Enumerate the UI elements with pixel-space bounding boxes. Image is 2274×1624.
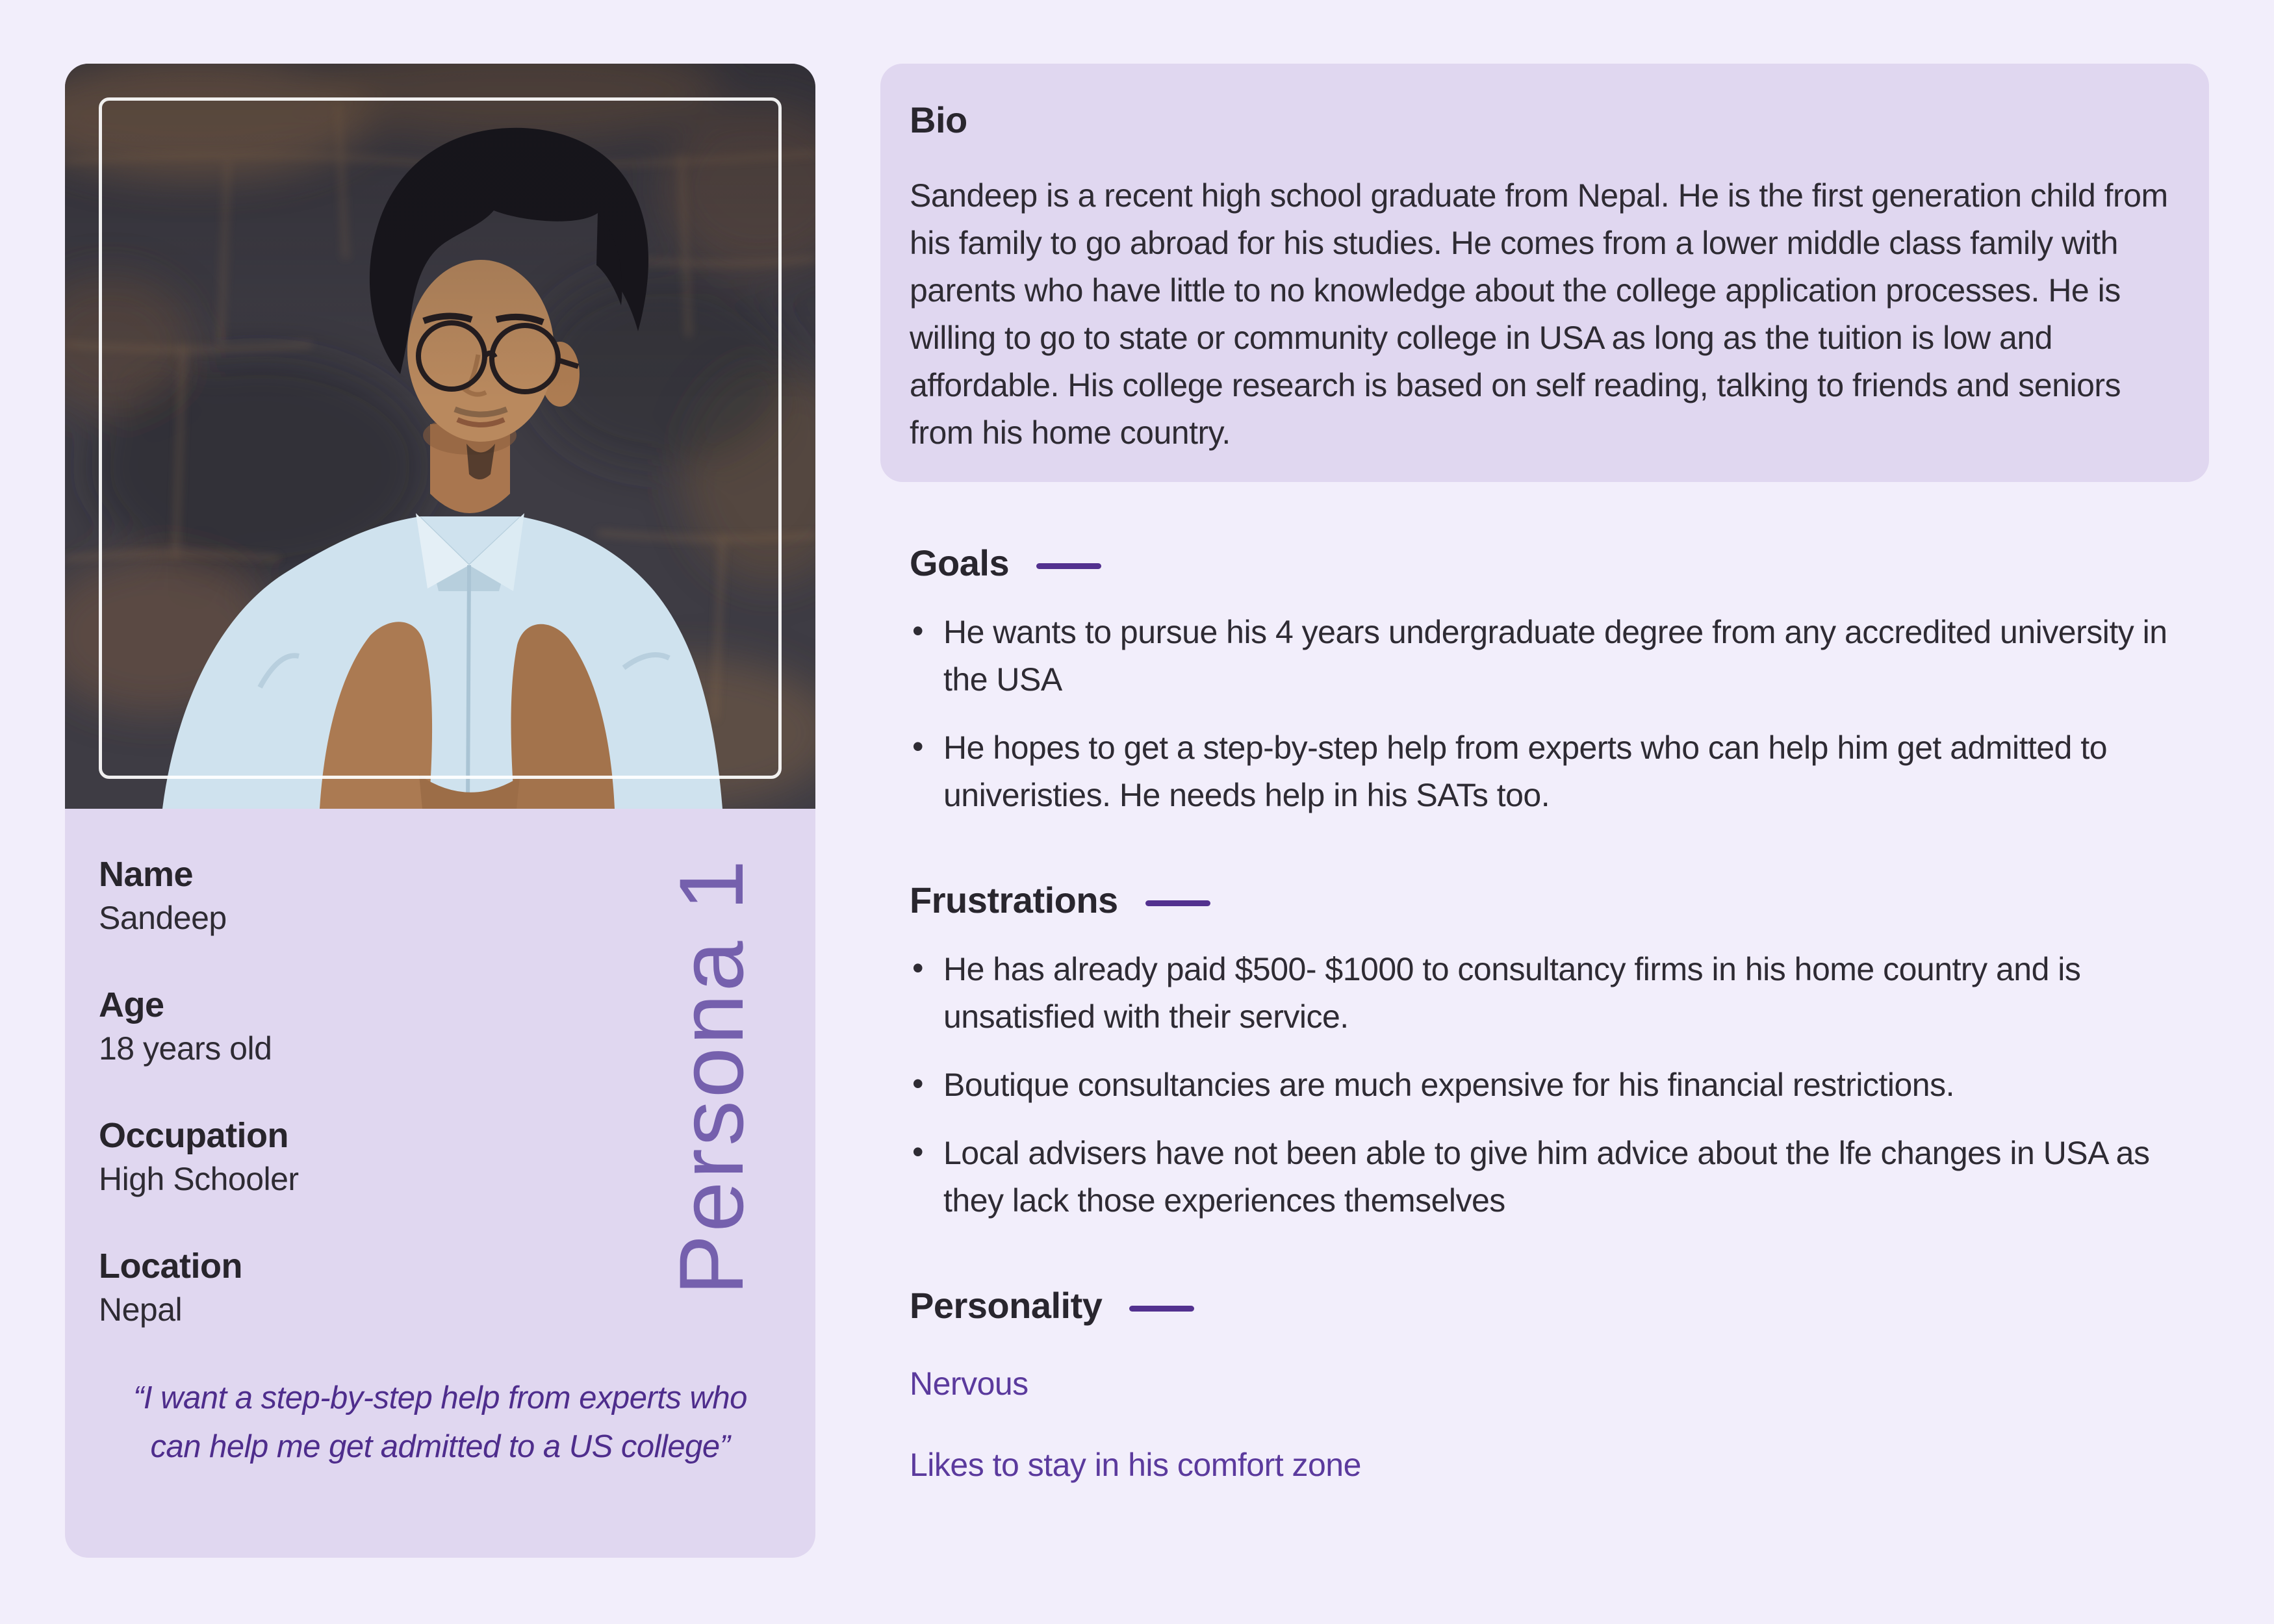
goals-heading-row — [910, 540, 2204, 585]
field-value: High Schooler — [99, 1161, 299, 1197]
goals-heading: Goals — [910, 542, 1010, 583]
field-value: Nepal — [99, 1291, 183, 1328]
frustration-item: • Local advisers have not been able to give him advice about the lfe changes in USA as they lack those experiences themselves — [910, 1130, 2204, 1224]
heading-dash — [1129, 1306, 1194, 1312]
frustrations-section — [880, 878, 2209, 1224]
heading-dash — [1145, 900, 1210, 906]
personality-heading-row — [910, 1283, 2204, 1328]
frustrations-heading: Frustrations — [910, 880, 1118, 920]
field-value: 18 years old — [99, 1030, 272, 1067]
bio-heading: Bio — [910, 99, 967, 140]
field-label: Location — [99, 1247, 242, 1286]
field-label: Occupation — [99, 1116, 289, 1155]
heading-dash — [1036, 563, 1101, 569]
persona-photo-illustration — [65, 64, 815, 809]
goals-section — [880, 540, 2209, 819]
field-label: Age — [99, 985, 164, 1024]
frustrations-heading-row — [910, 878, 2204, 922]
personality-section — [880, 1283, 2209, 1489]
frustrations-list — [910, 946, 2204, 1224]
persona-details — [880, 64, 2209, 1489]
personality-trait: Likes to stay in his comfort zone — [910, 1447, 1361, 1483]
personality-trait: Nervous — [910, 1365, 1028, 1402]
persona-quote: “I want a step-by-step help from experts who can help me get admitted to a US college” — [133, 1380, 747, 1464]
goals-list — [910, 609, 2204, 819]
field-value: Sandeep — [99, 900, 227, 936]
goal-item: • He hopes to get a step-by-step help from experts who can help him get admitted to univeristies. He needs help in his SATs too. — [910, 724, 2204, 819]
persona-card — [65, 64, 815, 1558]
field-label: Name — [99, 855, 194, 894]
goal-item: • He wants to pursue his 4 years undergraduate degree from any accredited university in the USA — [910, 609, 2204, 704]
persona-photo — [65, 64, 815, 809]
bio-section — [880, 64, 2209, 482]
personality-heading: Personality — [910, 1285, 1103, 1326]
persona-number-label: Persona 1 — [660, 857, 762, 1295]
frustration-item: • He has already paid $500- $1000 to consultancy firms in his home country and is unsatisfied with their service. — [910, 946, 2204, 1041]
personality-list — [910, 1360, 2204, 1489]
bio-text: Sandeep is a recent high school graduate from Nepal. He is the first generation child from his family to go abroad for his studies. He comes from a lower middle class family with parents who have little to no knowledge about the college application processes. He is willing to go to state or community college in USA as long as the tuition is low and affordable. His college research is based on self reading, talking to friends and seniors from his home country. — [910, 177, 2168, 451]
frustration-item: • Boutique consultancies are much expensive for his financial restrictions. — [910, 1061, 2204, 1109]
